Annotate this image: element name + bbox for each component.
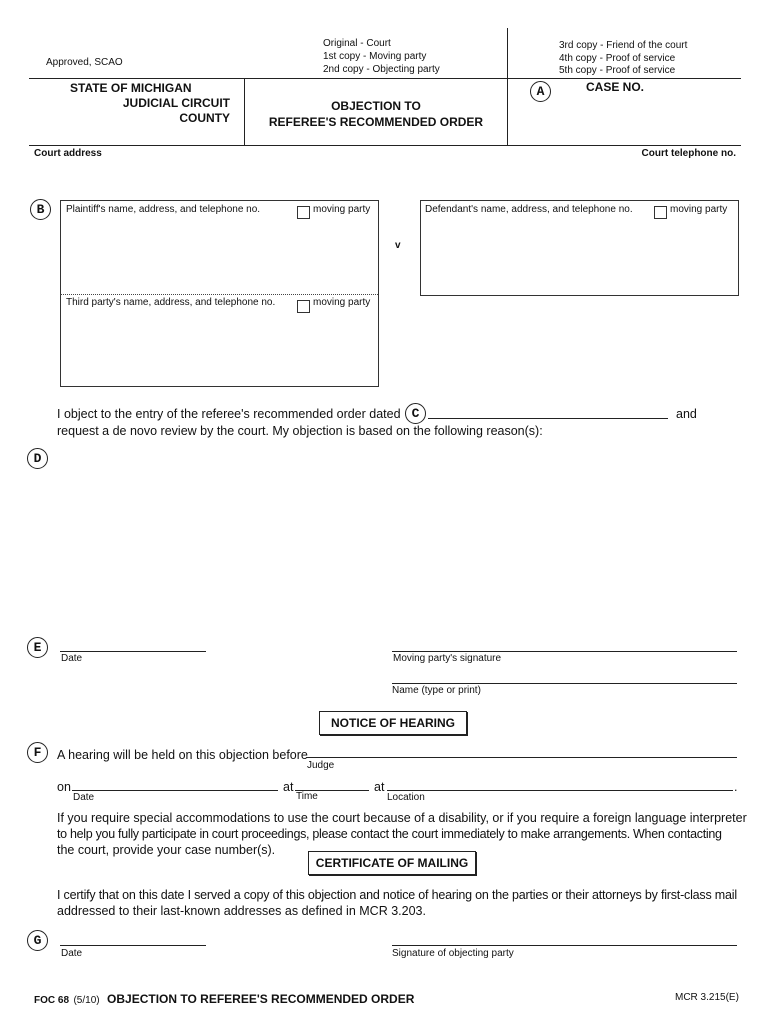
form-title-line2: REFEREE'S RECOMMENDED ORDER bbox=[268, 115, 484, 129]
marker-e-icon: E bbox=[27, 637, 48, 658]
objection-text-line1: I object to the entry of the referee's recommended order dated bbox=[57, 407, 401, 421]
accommodation-line-3: the court, provide your case number(s). bbox=[57, 843, 276, 857]
moving-party-signature-label: Moving party's signature bbox=[393, 653, 502, 664]
court-address-field[interactable]: Court address bbox=[34, 148, 102, 159]
copy-distribution-right bbox=[559, 40, 687, 78]
versus-label: v bbox=[395, 240, 401, 251]
header-divider-1 bbox=[244, 78, 245, 145]
at-label: at bbox=[283, 780, 294, 794]
name-print-label: Name (type or print) bbox=[392, 685, 481, 696]
header-top-rule bbox=[29, 78, 741, 79]
hearing-date-line[interactable] bbox=[72, 790, 278, 791]
marker-f-icon: F bbox=[27, 742, 48, 763]
defendant-moving-label: moving party bbox=[670, 204, 728, 215]
plaintiff-moving-checkbox[interactable] bbox=[297, 206, 310, 219]
marker-g-icon: G bbox=[27, 930, 48, 951]
copy-original: Original - Court bbox=[323, 38, 391, 49]
third-party-moving-label: moving party bbox=[313, 297, 371, 308]
header-bottom-rule bbox=[29, 145, 741, 146]
accommodation-line-1: If you require special accommodations to use the court because of a disability, or if you require a foreign language interpreter bbox=[57, 811, 747, 825]
marker-d-icon: D bbox=[27, 448, 48, 469]
footer-form-id bbox=[34, 990, 414, 1008]
approved-label: Approved, SCAO bbox=[46, 57, 123, 68]
certificate-of-mailing-heading: CERTIFICATE OF MAILING bbox=[308, 851, 476, 875]
objecting-party-signature-label: Signature of objecting party bbox=[392, 948, 514, 959]
plaintiff-label: Plaintiff's name, address, and telephone no. bbox=[66, 204, 261, 215]
notice-of-hearing-heading: NOTICE OF HEARING bbox=[319, 711, 467, 735]
mailing-date-line[interactable] bbox=[60, 945, 206, 946]
court-county[interactable]: COUNTY bbox=[179, 111, 230, 125]
header-divider-2 bbox=[507, 28, 508, 145]
name-print-line[interactable] bbox=[392, 683, 737, 684]
judge-line[interactable] bbox=[306, 757, 737, 758]
reasons-area[interactable] bbox=[57, 448, 737, 623]
copy-distribution-left bbox=[323, 37, 440, 76]
objection-date-signature-line[interactable] bbox=[60, 651, 206, 652]
form-title-line1: OBJECTION TO bbox=[331, 99, 421, 113]
objection-and-label: and bbox=[676, 407, 697, 421]
hearing-location-label: Location bbox=[387, 792, 425, 803]
court-phone-field[interactable]: Court telephone no. bbox=[641, 148, 736, 159]
accommodation-line-2: to help you fully participate in court proceedings, please contact the court immediately to make arrangements. When contacting bbox=[57, 827, 722, 841]
defendant-moving-checkbox[interactable] bbox=[654, 206, 667, 219]
marker-c-icon: C bbox=[405, 403, 426, 424]
certificate-line-1: I certify that on this date I served a copy of this objection and notice of hearing on the parties or their attorneys by first-class mail bbox=[57, 888, 737, 902]
third-party-label: Third party's name, address, and telephone no. bbox=[66, 297, 276, 308]
marker-a-icon: A bbox=[530, 81, 551, 102]
objection-date-line[interactable] bbox=[428, 418, 668, 419]
copy-second: 2nd copy - Objecting party bbox=[323, 64, 440, 75]
hearing-time-label: Time bbox=[296, 791, 318, 802]
certificate-text bbox=[57, 887, 747, 919]
third-party-moving-checkbox[interactable] bbox=[297, 300, 310, 313]
plaintiff-third-divider bbox=[60, 294, 378, 295]
certificate-line-2: addressed to their last-known addresses as defined in MCR 3.203. bbox=[57, 904, 426, 918]
hearing-date-label: Date bbox=[73, 792, 95, 803]
footer-court-rule: MCR 3.215(E) bbox=[675, 992, 739, 1003]
case-number-field[interactable]: CASE NO. bbox=[586, 80, 645, 94]
copy-first: 1st copy - Moving party bbox=[323, 51, 427, 62]
moving-party-signature-line[interactable] bbox=[392, 651, 737, 652]
footer-form-code: FOC 68 bbox=[34, 995, 70, 1006]
at-location-label: at bbox=[374, 780, 385, 794]
footer-revision: (5/10) bbox=[73, 995, 100, 1006]
copy-fifth: 5th copy - Proof of service bbox=[559, 65, 676, 76]
marker-b-icon: B bbox=[30, 199, 51, 220]
objecting-party-signature-line[interactable] bbox=[392, 945, 737, 946]
footer-form-title: OBJECTION TO REFEREE'S RECOMMENDED ORDER bbox=[107, 992, 415, 1006]
copy-third: 3rd copy - Friend of the court bbox=[559, 40, 688, 51]
hearing-text: A hearing will be held on this objection before bbox=[57, 748, 308, 762]
objection-text-line2: request a de novo review by the court. My objection is based on the following reason(s): bbox=[57, 424, 543, 438]
court-circuit[interactable]: JUDICIAL CIRCUIT bbox=[122, 96, 230, 110]
plaintiff-moving-label: moving party bbox=[313, 204, 371, 215]
hearing-location-line[interactable] bbox=[387, 790, 733, 791]
court-state: STATE OF MICHIGAN bbox=[70, 81, 192, 95]
copy-fourth: 4th copy - Proof of service bbox=[559, 52, 676, 64]
mailing-date-label: Date bbox=[61, 948, 83, 959]
objection-date-label: Date bbox=[61, 653, 83, 664]
on-label: on bbox=[57, 780, 71, 794]
judge-label: Judge bbox=[307, 760, 335, 771]
location-period: . bbox=[734, 780, 738, 794]
defendant-label: Defendant's name, address, and telephone no. bbox=[425, 204, 633, 215]
